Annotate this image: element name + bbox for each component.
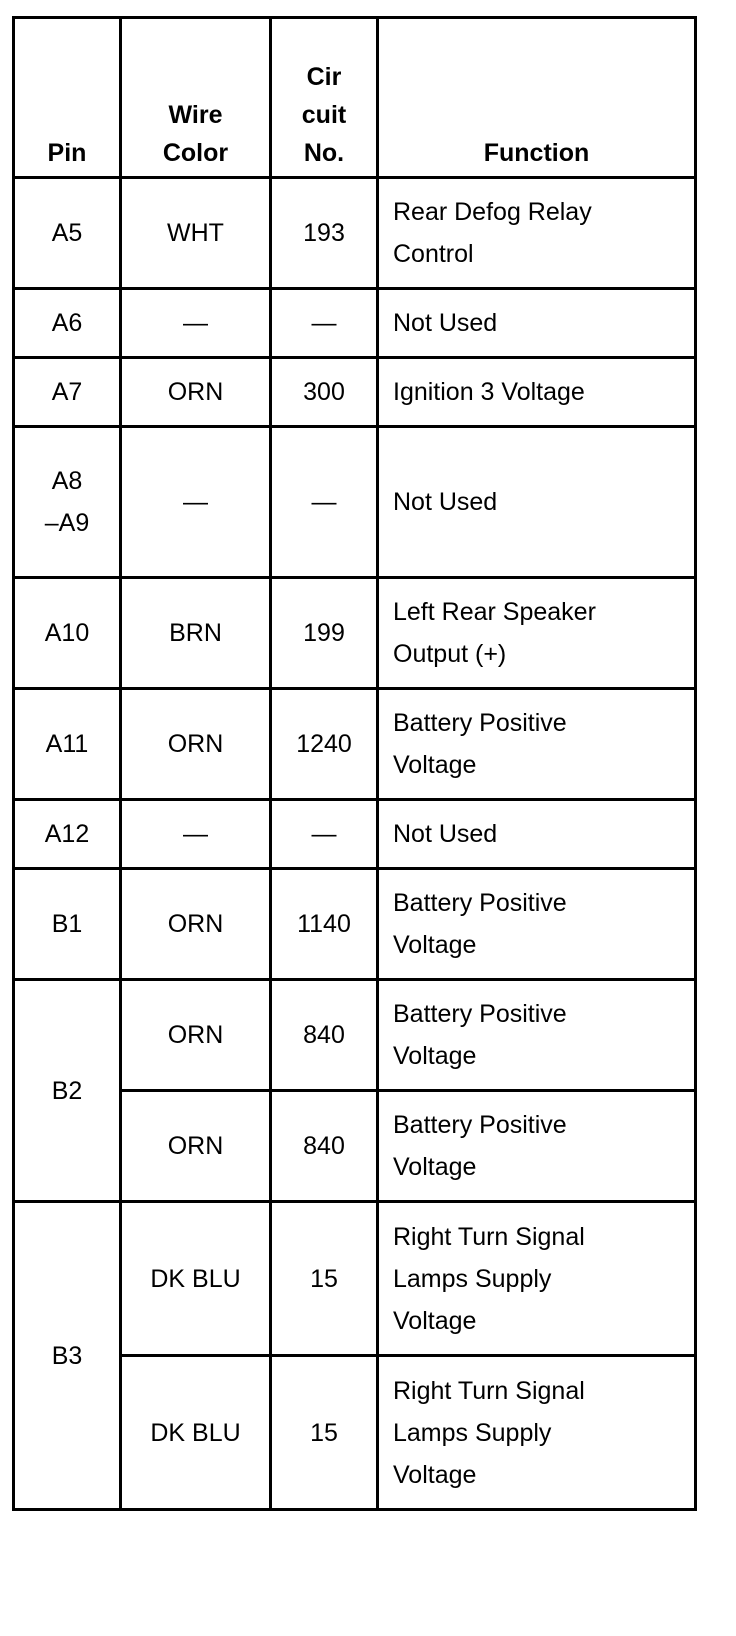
function-cell: Not Used <box>378 800 696 869</box>
wire-color-cell: DK BLU <box>121 1202 271 1356</box>
circuit-cell: 193 <box>271 178 378 289</box>
circuit-cell: 1240 <box>271 689 378 800</box>
function-cell: Left Rear Speaker Output (+) <box>378 578 696 689</box>
circuit-cell: — <box>271 427 378 578</box>
function-cell: Battery Positive Voltage <box>378 980 696 1091</box>
table-row <box>14 800 696 869</box>
wire-color-cell: ORN <box>121 1091 271 1202</box>
circuit-cell: 840 <box>271 1091 378 1202</box>
pin-cell: B3 <box>14 1202 121 1510</box>
function-cell: Battery Positive Voltage <box>378 689 696 800</box>
function-cell: Right Turn Signal Lamps Supply Voltage <box>378 1356 696 1510</box>
function-cell: Not Used <box>378 289 696 358</box>
table-row <box>14 578 696 689</box>
pin-cell: A6 <box>14 289 121 358</box>
circuit-cell: 840 <box>271 980 378 1091</box>
pin-cell: B1 <box>14 869 121 980</box>
table-row <box>14 427 696 578</box>
table-row <box>14 689 696 800</box>
table-row <box>14 1202 696 1356</box>
function-cell: Right Turn Signal Lamps Supply Voltage <box>378 1202 696 1356</box>
circuit-cell: 15 <box>271 1202 378 1356</box>
pin-cell: A12 <box>14 800 121 869</box>
wire-color-cell: ORN <box>121 980 271 1091</box>
wire-color-cell: BRN <box>121 578 271 689</box>
function-cell: Battery Positive Voltage <box>378 1091 696 1202</box>
header-circuit-no: Cir cuit No. <box>271 18 378 178</box>
pin-cell: A5 <box>14 178 121 289</box>
function-cell: Battery Positive Voltage <box>378 869 696 980</box>
wire-color-cell: ORN <box>121 869 271 980</box>
wire-color-cell: DK BLU <box>121 1356 271 1510</box>
table-row <box>14 980 696 1091</box>
wire-color-cell: WHT <box>121 178 271 289</box>
table-header-row <box>14 18 696 178</box>
wire-color-cell: — <box>121 289 271 358</box>
circuit-cell: — <box>271 800 378 869</box>
header-wire-color: Wire Color <box>121 18 271 178</box>
wire-color-cell: ORN <box>121 689 271 800</box>
pin-cell: A8 –A9 <box>14 427 121 578</box>
wire-color-cell: — <box>121 800 271 869</box>
wire-color-cell: — <box>121 427 271 578</box>
pin-cell: A11 <box>14 689 121 800</box>
table-row <box>14 178 696 289</box>
table-row <box>14 869 696 980</box>
pin-cell: B2 <box>14 980 121 1202</box>
table-row <box>14 289 696 358</box>
circuit-cell: 1140 <box>271 869 378 980</box>
header-pin: Pin <box>14 18 121 178</box>
header-function: Function <box>378 18 696 178</box>
circuit-cell: 15 <box>271 1356 378 1510</box>
pin-cell: A10 <box>14 578 121 689</box>
circuit-cell: 199 <box>271 578 378 689</box>
circuit-cell: 300 <box>271 358 378 427</box>
pin-cell: A7 <box>14 358 121 427</box>
function-cell: Ignition 3 Voltage <box>378 358 696 427</box>
pin-connector-table <box>12 16 697 1511</box>
circuit-cell: — <box>271 289 378 358</box>
function-cell: Rear Defog Relay Control <box>378 178 696 289</box>
wire-color-cell: ORN <box>121 358 271 427</box>
function-cell: Not Used <box>378 427 696 578</box>
table-row <box>14 358 696 427</box>
